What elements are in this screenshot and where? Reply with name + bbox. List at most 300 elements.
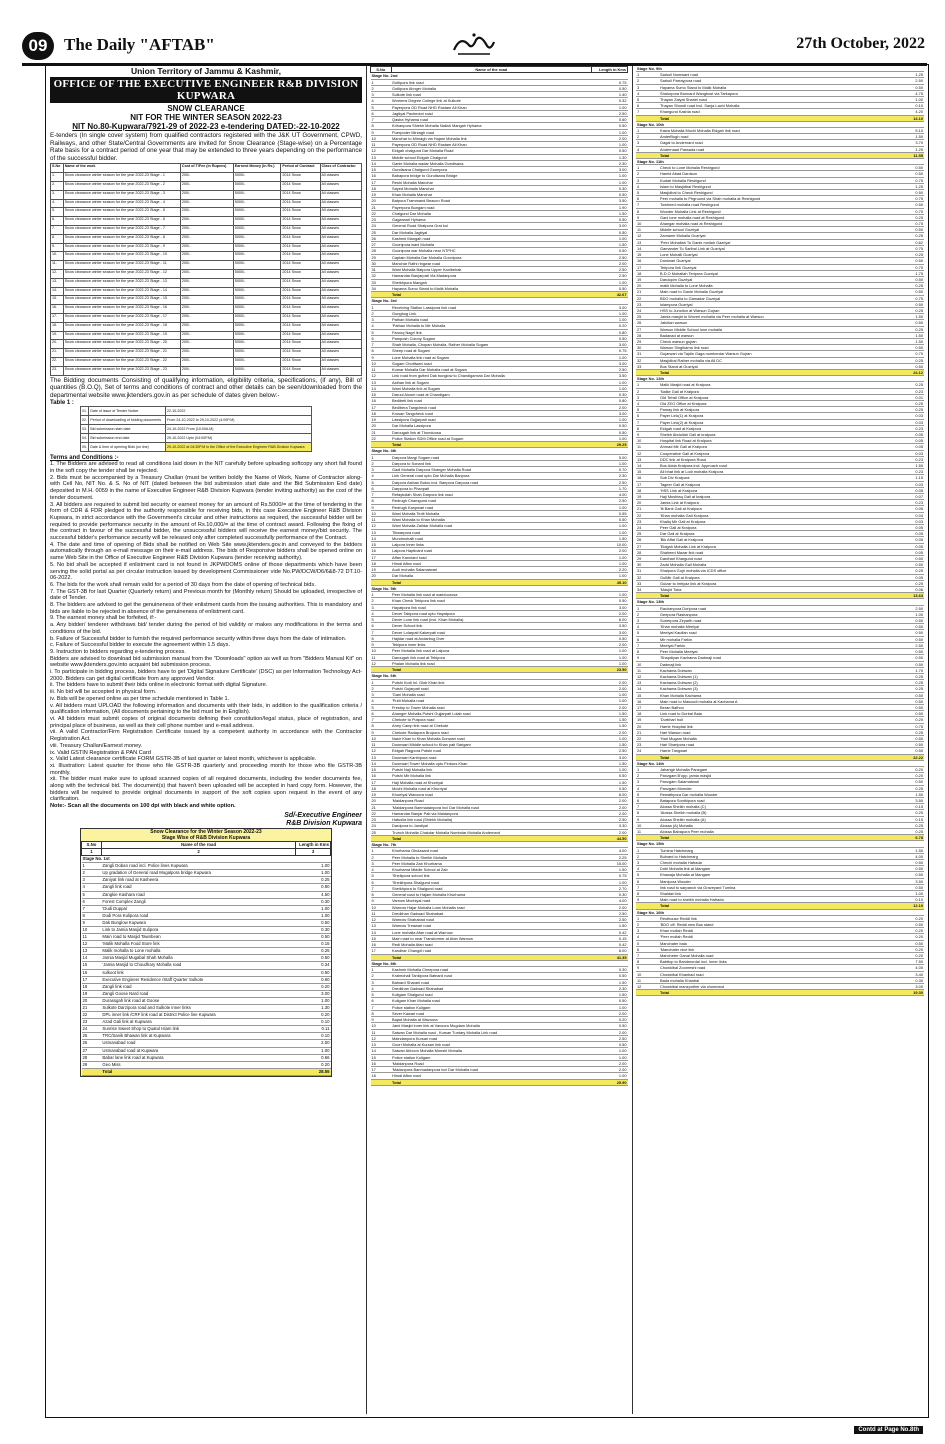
- road-name: Hari Warsun road: [659, 729, 884, 735]
- row-number: 1: [371, 304, 392, 310]
- road-name: Hayatpora link road: [391, 604, 591, 610]
- road-length: 1.00: [592, 279, 628, 285]
- row-number: [636, 990, 659, 996]
- road-name: Babttop to Bandmordal incl. Inner links: [659, 959, 884, 965]
- table-cell: 200/-: [180, 340, 233, 349]
- row-number: 9: [371, 898, 392, 904]
- road-name: All bhat link at Lodi mohalla Kralpora: [659, 469, 884, 475]
- row-number: 16: [371, 398, 392, 404]
- row-number: 8: [371, 123, 392, 129]
- row-number: 12: [636, 233, 659, 239]
- row-number: 1: [371, 679, 392, 685]
- row-number: 23: [82, 1019, 102, 1026]
- table-cell: 05.: [81, 443, 89, 452]
- road-length: 0.50: [592, 1042, 628, 1048]
- row-number: 8: [636, 425, 659, 431]
- road-name: Dever Takipora road upto Hayatpora: [391, 610, 591, 616]
- road-name: Sheep road at Sogam: [391, 348, 591, 354]
- table-cell: Snow clearance winter season for the year 2022-23 Stage - 2: [63, 181, 180, 190]
- row-number: 19: [371, 192, 392, 198]
- row-number: 32: [636, 574, 659, 580]
- road-name: Khaliq Mir Gali at Kralpora: [659, 518, 884, 524]
- table-row: [51, 357, 362, 366]
- row-number: 22: [371, 435, 392, 441]
- row-number: 8: [371, 348, 392, 354]
- newspaper-name: The Daily "AFTAB": [64, 35, 215, 54]
- road-length: 0.50: [296, 919, 331, 926]
- term-item: ix. Valid GSTIN Registration & PAN Card: [50, 749, 151, 756]
- road-length: 0.50: [884, 624, 924, 630]
- table-row: [82, 1061, 331, 1068]
- row-number: 22: [371, 210, 392, 216]
- road-name: Wani Mohalla link at Sogam: [391, 385, 591, 391]
- road-length: 1.25: [884, 146, 924, 152]
- row-number: 4: [636, 624, 659, 630]
- row-number: 12: [371, 917, 392, 923]
- row-number: 6: [636, 413, 659, 419]
- row-number: 30: [636, 562, 659, 568]
- road-length: 0.03: [884, 419, 924, 425]
- total-value: 22.22: [884, 754, 924, 760]
- road-name: Eidgah chalgund Dar Mohalla Road: [391, 148, 591, 154]
- table-cell: Snow clearance winter season for the year 2022-23 Stage - 19: [63, 331, 180, 340]
- road-name: 'Sheikpora school link: [391, 873, 591, 879]
- row-number: 4: [82, 884, 102, 891]
- table-cell: 5000/-: [233, 349, 281, 358]
- table-cell: 17.: [51, 313, 64, 322]
- table-cell: 5000/-: [233, 322, 281, 331]
- row-number: 21: [82, 1005, 102, 1012]
- road-name: Dudi Pora Kulipora road: [101, 912, 295, 919]
- snow-clearance-table: [80, 828, 332, 1077]
- road-length: 1.50: [592, 742, 628, 748]
- table-cell: 200/-: [180, 181, 233, 190]
- row-number: 17: [371, 404, 392, 410]
- road-name: Jagtiyal Pachedori road: [391, 110, 591, 116]
- road-length: 1.00: [592, 179, 628, 185]
- table-cell: 2014 Snow: [281, 269, 320, 278]
- total-label: Total: [659, 369, 884, 375]
- row-number: 11: [371, 654, 392, 660]
- road-name: Darulqom Guzriyal: [659, 276, 884, 282]
- road-name: Geepora Rashanpora: [659, 611, 884, 617]
- road-length: 1.50: [592, 535, 628, 541]
- table-cell: All classes: [320, 217, 361, 226]
- table-row: [82, 983, 331, 990]
- term-item: 5. No bid shall be accepted if enlistment card is not found in JKPWDOMS online of those departments which have been serving the solid portal as per circular instruction issued by development Commissioner vide No.PW/DCW/D6/6&8-72 DT.10-06-2022.: [50, 561, 362, 582]
- table-row: [82, 926, 331, 933]
- road-name: Pamay link at Kralpora: [659, 407, 884, 413]
- road-name: Badanad at warsun: [659, 332, 884, 338]
- stage-heading-row: [82, 856, 331, 863]
- road-length: 1.50: [884, 332, 924, 338]
- row-number: 18: [82, 983, 102, 990]
- table-cell: 200/-: [180, 199, 233, 208]
- road-name: 'Gani Mohalla road: [391, 692, 591, 698]
- row-number: 8: [371, 723, 392, 729]
- table-cell: 2014 Snow: [281, 181, 320, 190]
- road-name: Link road to Durbal Bala: [659, 711, 884, 717]
- table-row: [51, 199, 362, 208]
- row-number: 29: [636, 556, 659, 562]
- row-number: 21: [636, 289, 659, 295]
- road-name: Kumar Mohalla Dar Mohalla road at Sogam: [391, 367, 591, 373]
- road-length: 0.25: [884, 326, 924, 332]
- table-row: [51, 331, 362, 340]
- road-name: Shaheed Mazar link road: [659, 549, 884, 555]
- table-row: [51, 261, 362, 270]
- row-number: 3: [371, 604, 392, 610]
- row-number: 14: [636, 463, 659, 469]
- road-length: 0.50: [592, 248, 628, 254]
- road-name: Gulzar to Imtiyaz link at Kralpora: [659, 580, 884, 586]
- road-name: 'Pathan Mohalla to Mir Mohalla: [391, 323, 591, 329]
- row-number: 8: [371, 498, 392, 504]
- road-name: Zangli link road: [101, 983, 295, 990]
- road-name: Towheed mohalla road Reshigund: [659, 202, 884, 208]
- road-length: 2.50: [592, 267, 628, 273]
- row-number: 24: [636, 307, 659, 313]
- road-name: Dar Gali at Kralpora: [659, 531, 884, 537]
- table-cell: Snow clearance winter season for the year 2022-23 Stage - 3: [63, 190, 180, 199]
- row-number: 20: [371, 423, 392, 429]
- road-name: Lassipora Gujjarpati road: [391, 417, 591, 423]
- row-number: 17: [371, 779, 392, 785]
- terms-list: [50, 461, 362, 803]
- table-row: [82, 1012, 331, 1019]
- term-item: Bidders are advised to download bid submission manual from the "Downloads" option as well as from "Bidders Manual Kit" on website www.jktenders.gov.into acquaint bid submission process.: [50, 655, 362, 669]
- stage-heading: Stage No. 13th: [636, 599, 924, 605]
- row-number: 4: [371, 985, 392, 991]
- road-length: 1.00: [592, 1054, 628, 1060]
- row-number: 20: [636, 500, 659, 506]
- road-name: Phalan Mohalla link road: [391, 660, 591, 666]
- road-length: 0.50: [884, 289, 924, 295]
- road-length: 0.50: [884, 748, 924, 754]
- road-length: 0.25: [884, 307, 924, 313]
- road-name: BDO mohalla to Gamadar Guzriyal: [659, 295, 884, 301]
- road-name: Redrugh Chamgund road: [391, 498, 591, 504]
- row-number: 31: [371, 267, 392, 273]
- road-name: Wooder Mohalla Link at Reshigund: [659, 208, 884, 214]
- road-name: Batnard Sharani road: [391, 979, 591, 985]
- road-length: 1.00: [592, 1073, 628, 1079]
- table-cell: 5000/-: [233, 287, 281, 296]
- road-length: 0.75: [884, 723, 924, 729]
- road-name: Himal Affan road: [391, 1073, 591, 1079]
- row-number: 18: [636, 270, 659, 276]
- row-number: 12: [371, 523, 392, 529]
- road-length: 2.00: [592, 729, 628, 735]
- road-length: 0.25: [884, 680, 924, 686]
- road-length: 0.32: [592, 98, 628, 104]
- row-number: 14: [371, 160, 392, 166]
- road-length: 1.15: [884, 475, 924, 481]
- row-number: 27: [636, 543, 659, 549]
- table-cell: 19.: [51, 331, 64, 340]
- table-row: [51, 208, 362, 217]
- table-cell: 2014 Snow: [281, 296, 320, 305]
- road-name: Jami Masjid inner link at Vavoora Mugdam Mohalla: [391, 1023, 591, 1029]
- row-number: 17: [371, 554, 392, 560]
- road-name: Peer Gali at Kralpora: [659, 525, 884, 531]
- road-length: 2.00: [592, 260, 628, 266]
- table-cell: Snow clearance winter season for the year 2022-23 Stage - 9: [63, 243, 180, 252]
- road-length: 5.10: [884, 128, 924, 134]
- road-length: 1.00: [592, 1048, 628, 1054]
- road-name: Malik Masjid road at Kralpora: [659, 382, 884, 388]
- table-cell: All classes: [320, 340, 361, 349]
- road-name: Babar lane link road at Kupwara: [101, 1054, 295, 1061]
- road-length: 1.00: [296, 1047, 331, 1054]
- road-length: 3.00: [592, 754, 628, 760]
- road-length: 2.70: [592, 885, 628, 891]
- road-name: Shalpora Gojri mohalla via ICDS office: [659, 568, 884, 574]
- row-number: 33: [371, 279, 392, 285]
- road-name: 'Maidanpora Road: [391, 798, 591, 804]
- row-number: 1: [636, 165, 659, 171]
- table-cell: 02.: [81, 416, 89, 425]
- table-cell: Date & time of opening Bids (on line): [89, 443, 166, 452]
- road-name: Receiving Station Lassipora link road: [391, 304, 591, 310]
- row-number: 1: [371, 79, 392, 85]
- road-length: 1.50: [884, 134, 924, 140]
- row-number: 24: [636, 748, 659, 754]
- road-length: 2.00: [592, 685, 628, 691]
- road-name: Ahanger Mohalla Putshi Gujjarpati Lolab road: [391, 710, 591, 716]
- road-name: Shaldari link: [659, 891, 884, 897]
- road-name: Tumina Hatchmarg: [659, 847, 884, 853]
- table-cell: All classes: [320, 357, 361, 366]
- road-name: Alossa Sheikh mohalla (A): [659, 816, 884, 822]
- road-length: 0.05: [884, 444, 924, 450]
- road-name: Peer Mohalla Zab Khurhama: [391, 860, 591, 866]
- road-length: 0.25: [296, 948, 331, 955]
- stage-table: [636, 66, 924, 996]
- road-length: 0.50: [592, 123, 628, 129]
- table-cell: All classes: [320, 208, 361, 217]
- road-name: Darpora to Sonard link: [391, 460, 591, 466]
- road-name: Khurriyal Wavoora road: [391, 792, 591, 798]
- road-length: 3.00: [592, 410, 628, 416]
- table-cell: 200/-: [180, 313, 233, 322]
- road-length: 0.20: [884, 773, 924, 779]
- total-value: 29.25: [592, 442, 628, 448]
- road-name: Mochi Mohalla road at Khurriyal: [391, 785, 591, 791]
- road-length: 0.50: [884, 320, 924, 326]
- road-name: Kuligam Khan Mohalla road: [391, 998, 591, 1004]
- table-cell: 200/-: [180, 357, 233, 366]
- snow-table-subtitle: Stage Wise of R&B Division Kupwara: [81, 835, 331, 841]
- road-name: Reshi Mohalla Manchar: [391, 179, 591, 185]
- road-name: Dar Mohalla Lassipora: [391, 423, 591, 429]
- road-length: 1.75: [884, 270, 924, 276]
- row-number: 10: [371, 904, 392, 910]
- road-length: 0.01: [884, 394, 924, 400]
- road-name: Chowkibal Khanbad road: [659, 971, 884, 977]
- total-value: 41.35: [592, 954, 628, 960]
- road-name: Sheikhpora to Shalgund road: [391, 885, 591, 891]
- road-name: Doonwari Tower Mohalla upto Firdous Khan: [391, 760, 591, 766]
- road-length: 1.50: [592, 242, 628, 248]
- road-name: Mir mohalla Farkin: [659, 636, 884, 642]
- row-number: 12: [371, 660, 392, 666]
- road-length: 0.25: [884, 233, 924, 239]
- road-name: General Road Shatpora Grat kul: [391, 223, 591, 229]
- table-cell: Snow clearance winter season for the year 2022-23 Stage - 14: [63, 287, 180, 296]
- road-name: Kachama Dobwan (1): [659, 673, 884, 679]
- road-length: 0.50: [884, 704, 924, 710]
- road-name: Krusan Tangcheck road: [391, 410, 591, 416]
- road-length: 2.50: [884, 78, 924, 84]
- row-number: 3: [371, 979, 392, 985]
- road-length: 0.25: [884, 407, 924, 413]
- row-number: 20: [371, 798, 392, 804]
- table-cell: Snow clearance winter season for the year 2022-23 Stage - 5: [63, 208, 180, 217]
- road-name: Main road to near Transformer at Afan Warnow: [391, 935, 591, 941]
- road-name: Peer mohalla to Phgruund via Shah mohalla at Reshigund: [659, 196, 884, 202]
- table-cell: 200/-: [180, 278, 233, 287]
- road-name: Warnow Hajar Mohalla Loan Mohalla road: [391, 904, 591, 910]
- road-length: 1.00: [592, 654, 628, 660]
- snow-table-title: Snow Clearance for the Winter Season 2022-23: [81, 829, 331, 835]
- row-number: 32: [636, 357, 659, 363]
- road-name: Dobi Mohalla link at Mangam: [659, 866, 884, 872]
- table-row: [81, 425, 312, 434]
- table-cell: 2014 Snow: [281, 199, 320, 208]
- table-cell: Snow clearance winter season for the year 2022-23 Stage - 6: [63, 217, 180, 226]
- road-length: 1.50: [592, 210, 628, 216]
- row-number: 2: [636, 853, 659, 859]
- row-number: 3: [371, 92, 392, 98]
- row-number: [82, 1068, 102, 1075]
- table-cell: 200/-: [180, 331, 233, 340]
- stage-heading: Stage No. 9th: [636, 66, 924, 72]
- total-value: 11.55: [884, 152, 924, 158]
- road-name: 'Khan mohalla Gali Kralpora: [659, 512, 884, 518]
- row-number: 22: [636, 735, 659, 741]
- row-number: 24: [371, 823, 392, 829]
- row-number: 5: [636, 872, 659, 878]
- schedule-table: [80, 406, 312, 452]
- table-cell: 5000/-: [233, 366, 281, 375]
- row-number: 2: [636, 611, 659, 617]
- road-name: Police station Kuligam: [391, 1054, 591, 1060]
- road-name: GulMir Gali at Kralpora: [659, 574, 884, 580]
- row-number: 22: [82, 1012, 102, 1019]
- row-number: 15: [636, 692, 659, 698]
- table-cell: 5000/-: [233, 190, 281, 199]
- table-cell: 2014 Snow: [281, 340, 320, 349]
- road-length: 0.50: [884, 698, 924, 704]
- road-length: 0.75: [884, 245, 924, 251]
- table-header-cell: Earnest Money (in Rs.): [233, 164, 281, 173]
- table-cell: 2014 Snow: [281, 208, 320, 217]
- table-header-cell: Period of Contract: [281, 164, 320, 173]
- road-length: 0.50: [884, 171, 924, 177]
- road-length: 0.23: [884, 469, 924, 475]
- road-length: 0.25: [884, 568, 924, 574]
- table-row: [82, 1019, 331, 1026]
- road-length: 1.00: [296, 912, 331, 919]
- road-name: Executive Engineer Residence /Staff Quarter Sulkote: [101, 976, 295, 983]
- table-cell: Snow clearance winter season for the year 2022-23 Stage - 13: [63, 278, 180, 287]
- road-name: 'Peer Mohallah To Ganie mollah Gazriyal: [659, 239, 884, 245]
- row-number: 13: [371, 754, 392, 760]
- term-item: vi. All bidders must submit copies of original documents defining their constitution/legal status, place of registration, and principal place of business, as well as their cell phone number and e-mail address.: [50, 716, 362, 729]
- road-length: 0.75: [592, 873, 628, 879]
- term-item: iii. No bid will be accepted in physical form.: [50, 689, 157, 696]
- stage-heading: Stage No. 4th: [371, 448, 628, 454]
- road-name: Police Station SDM Office road at Sogam: [391, 435, 591, 441]
- road-name: Goonipora wani Mohalla: [391, 242, 591, 248]
- road-name: Dardpora to Jandiyal: [391, 823, 591, 829]
- road-length: 0.50: [884, 636, 924, 642]
- road-length: 3.30: [592, 823, 628, 829]
- table-cell: All classes: [320, 313, 361, 322]
- road-length: 4.00: [592, 848, 628, 854]
- row-number: 10: [82, 926, 102, 933]
- road-name: Mancheter Ganai Mohalla road: [659, 953, 884, 959]
- road-name: Sheikhpora Mangah: [391, 279, 591, 285]
- stage-heading: Stage No. 11th: [636, 159, 924, 165]
- row-number: 5: [82, 891, 102, 898]
- road-name: Zangli Goose Nard road: [101, 990, 295, 997]
- row-number: 1: [82, 863, 102, 870]
- table-row: [51, 173, 362, 182]
- table-cell: 5000/-: [233, 296, 281, 305]
- road-name: Eidgah road at Kralpora: [659, 425, 884, 431]
- issue-date: 27th October, 2022: [796, 35, 925, 52]
- road-length: 0.05: [884, 506, 924, 512]
- road-length: 6.00: [592, 792, 628, 798]
- road-length: 0.20: [296, 1061, 331, 1068]
- table-header-cell: Name of the road: [101, 841, 295, 848]
- road-length: 0.50: [592, 785, 628, 791]
- road-length: 0.50: [592, 517, 628, 523]
- road-name: Ahangar mohalla road at Reshigund: [659, 221, 884, 227]
- road-length: 0.50: [884, 649, 924, 655]
- row-number: 25: [636, 314, 659, 320]
- row-number: 17: [371, 1067, 392, 1073]
- road-length: 0.20: [884, 953, 924, 959]
- signature-line: Sd/-Executive Engineer: [284, 811, 362, 819]
- road-length: 1.00: [592, 879, 628, 885]
- table-cell: 2014 Snow: [281, 322, 320, 331]
- road-name: Hamandar Banjar Pati via Maidanpora: [391, 810, 591, 816]
- road-length: 1.00: [592, 379, 628, 385]
- row-number: 13: [371, 529, 392, 535]
- row-number: 5: [636, 190, 659, 196]
- road-name: Zangkie Kashara road: [101, 891, 295, 898]
- table-cell: 5000/-: [233, 261, 281, 270]
- road-name: Frestop to Tower Mohalla road: [391, 704, 591, 710]
- row-number: [371, 1079, 392, 1085]
- table-cell: Snow clearance winter season for the year 2022-23 Stage - 22: [63, 357, 180, 366]
- nit-number: NIT No.80-Kupwara/7921-29 of 2022-23 e-tendering DATED:-22-10-2022: [72, 122, 340, 131]
- road-name: Sayed Mohalla Manchar: [391, 185, 591, 191]
- road-length: 2.00: [296, 1040, 331, 1047]
- table-cell: 5000/-: [233, 278, 281, 287]
- stage-heading: Stage No. 7th: [371, 842, 628, 848]
- road-name: Darppora to Phanpati: [391, 485, 591, 491]
- road-length: 0.50: [884, 84, 924, 90]
- row-number: 8: [371, 635, 392, 641]
- table-header-cell: S.No: [371, 67, 392, 73]
- road-length: 0.80: [592, 398, 628, 404]
- road-name: Kachama Dobwan (2): [659, 680, 884, 686]
- table-cell: 2014 Snow: [281, 278, 320, 287]
